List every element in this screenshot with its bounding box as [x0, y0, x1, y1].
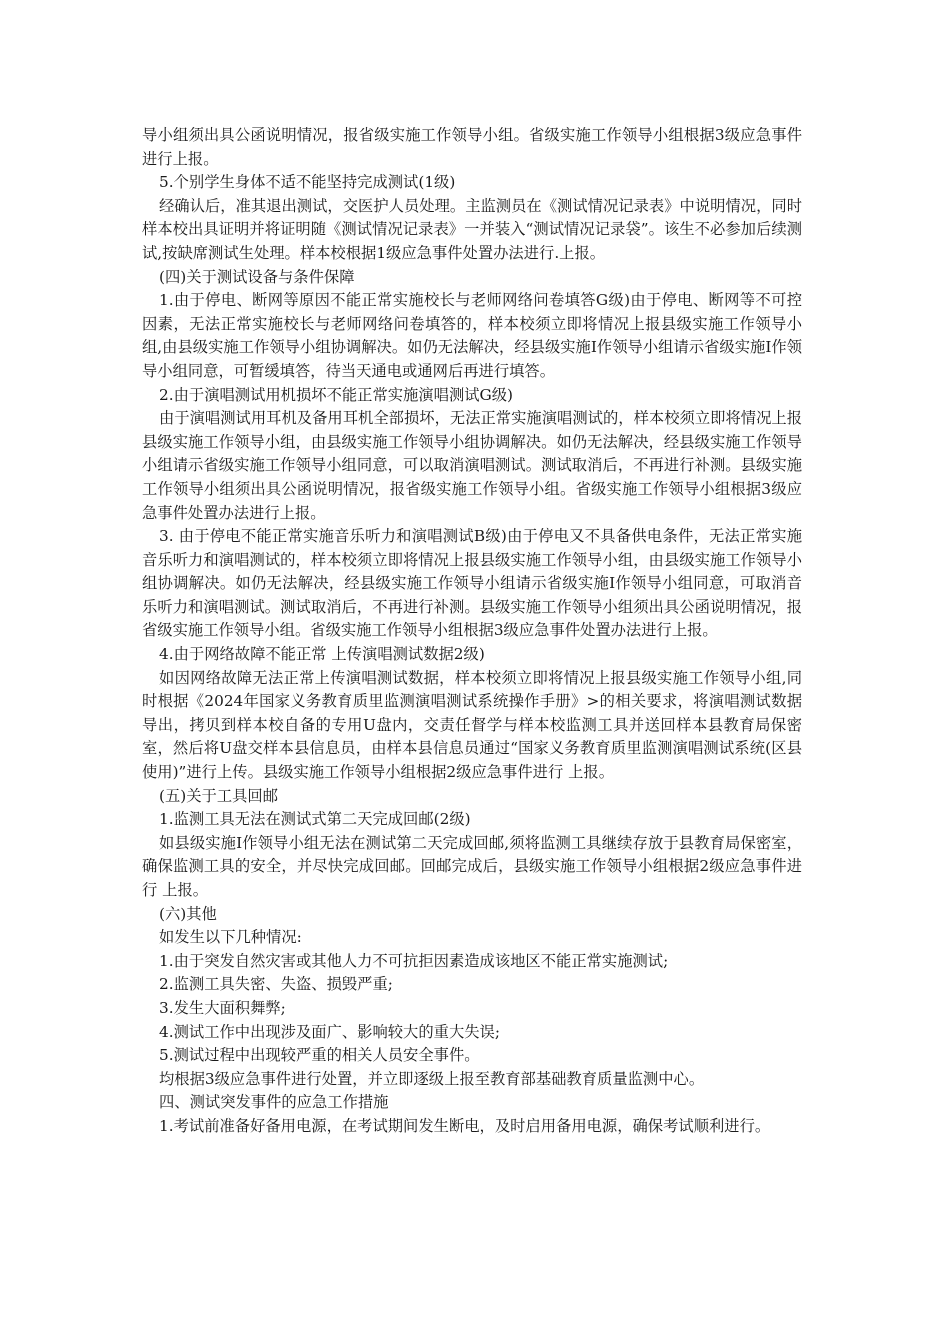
list-item: 5.测试过程中出现较严重的相关人员安全事件。	[159, 1046, 480, 1065]
paragraph-student-unwell: 经确认后，准其退出测试，交医护人员处理。主监测员在《测试情况记录表》中说明情况，同时样本校出具证明并将证明随《测试情况记录表》一并装入“测试情况记录袋”。该生不必参加后续测试,按缺席测试生处理。样本校根据1级应急事件处置办法进行.上报。	[142, 196, 802, 262]
list-item: 3.发生大面积舞弊;	[159, 998, 286, 1017]
item-student-unwell-heading: 5.个别学生身体不适不能坚持完成测试(1级)	[159, 173, 456, 192]
item-network-upload-heading: 4.由于网络故障不能正常 上传演唱测试数据2级)	[159, 645, 485, 664]
section-emergency-measures-heading: 四、测试突发事件的应急工作措施	[159, 1093, 389, 1112]
item-singing-device-heading: 2.由于演唱测试用机损坏不能正常实施演唱测试G级)	[159, 385, 514, 404]
paragraph-power-network-survey: 1.由于停电、断网等原因不能正常实施校长与老师网络问卷填答G级)由于停电、断网等不可控因素，无法正常实施校长与老师网络问卷填答的，样本校须立即将情况上报县级实施工作领导小组,由县级实施工作领导小组协调解决。如仍无法解决，经县级实施I作领导小组请示省级实施I作领导小组同意，可暂缓填答，待当天通电或通网后再进行填答。	[142, 291, 802, 380]
paragraph-level3-handling: 均根据3级应急事件进行处置，并立即逐级上报至教育部基础教育质量监测中心。	[159, 1069, 705, 1088]
paragraph-continuation: 导小组须出具公函说明情况，报省级实施工作领导小组。省级实施工作领导小组根据3级应急事件进行上报。	[142, 126, 802, 168]
paragraph-tool-return: 如县级实施I作领导小组无法在测试第二天完成回邮,须将监测工具继续存放于县教育局保密室，确保监测工具的安全，并尽快完成回邮。回邮完成后，县级实施工作领导小组根据2级应急事件进行 上报。	[142, 833, 802, 899]
list-item: 2.监测工具失密、失盗、损毁严重;	[159, 975, 393, 994]
paragraph-singing-device: 由于演唱测试用耳机及备用耳机全部损坏，无法正常实施演唱测试的，样本校须立即将情况上报县级实施工作领导小组，由县级实施工作领导小组协调解决。如仍无法解决，经县级实施工作领导小组请示省级实施工作领导小组同意，可以取消演唱测试。测试取消后，不再进行补测。县级实施工作领导小组须出具公函说明情况，报省级实施工作领导小组。省级实施工作领导小组根据3级应急事件处置办法进行上报。	[142, 409, 802, 522]
list-item: 1.考试前准备好备用电源，在考试期间发生断电，及时启用备用电源，确保考试顺利进行。	[159, 1116, 771, 1135]
paragraph-network-upload: 如因网络故障无法正常上传演唱测试数据，样本校须立即将情况上报县级实施工作领导小组,同时根据《2024年国家义务教育质里监测演唱测试系统操作手册》>的相关要求，将演唱测试数据导出，拷贝到样本校自备的专用U盘内，交责任督学与样本校监测工具并送回样本县教育局保密室，然后将U盘交样本县信息员，由样本县信息员通过“国家义务教育质里监测演唱测试系统(区县使用)”进行上传。县级实施工作领导小组根据2级应急事件进行 上报。	[142, 668, 802, 782]
list-item: 1.由于突发自然灾害或其他人力不可抗拒因素造成该地区不能正常实施测试;	[159, 951, 669, 970]
document-page	[142, 124, 802, 1139]
section-other-heading: (六)其他	[159, 904, 217, 923]
list-item: 4.测试工作中出现涉及面广、影响较大的重大失误;	[159, 1022, 500, 1041]
section-equipment-heading: (四)关于测试设备与条件保障	[159, 267, 355, 286]
paragraph-situations-intro: 如发生以下几种情况:	[159, 928, 302, 947]
paragraph-power-outage-music: 3. 由于停电不能正常实施音乐听力和演唱测试B级)由于停电又不具备供电条件，无法正常实施音乐听力和演唱测试的，样本校须立即将情况上报县级实施工作领导小组，由县级实施工作领导小组协调解决。如仍无法解决，经县级实施工作领导小组请示省级实施I作领导小组同意，可取消音乐听力和演唱测试。测试取消后，不再进行补测。县级实施工作领导小组须出具公函说明情况，报省级实施工作领导小组。省级实施工作领导小组根据3级应急事件处置办法进行上报。	[142, 527, 802, 640]
item-tool-return-heading: 1.监测工具无法在测试式第二天完成回邮(2级)	[159, 810, 471, 829]
section-tool-return-heading: (五)关于工具回邮	[159, 786, 279, 805]
